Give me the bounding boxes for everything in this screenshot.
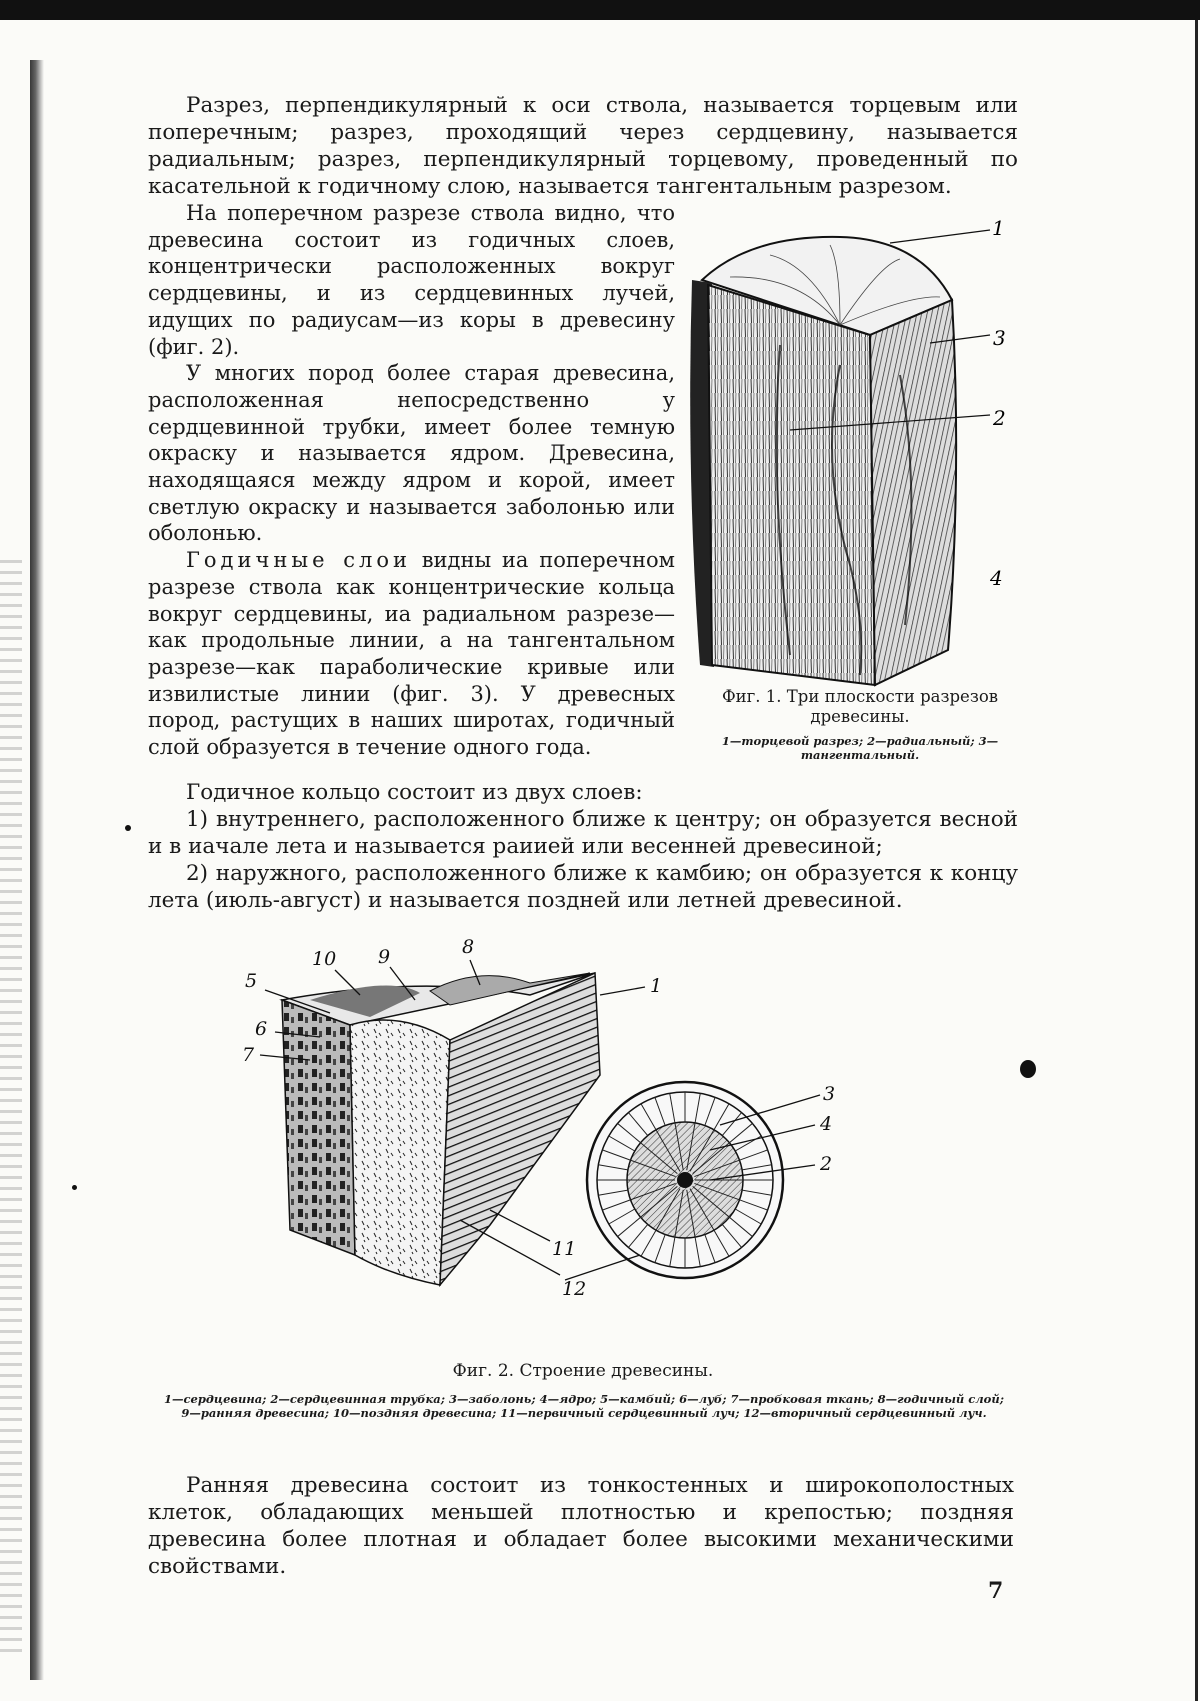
figure-2-legend: 1—сердцевина; 2—сердцевинная трубка; 3—заболонь; 4—ядро; 5—камбий; 6—луб; 7—пробковая ткань; 8—годичный слой; 9—ранняя древесина; 10—поздняя древесина; 11—первичный сердцевинный луч; 12—вторичный сердцевинный луч. bbox=[164, 1392, 1004, 1420]
column-paragraph-3 bbox=[148, 547, 675, 761]
cork-face bbox=[282, 1000, 355, 1255]
fig2-label-9: 9 bbox=[378, 946, 391, 968]
column-text bbox=[148, 200, 675, 761]
intro-paragraph bbox=[148, 92, 1018, 200]
fig2-label-3: 3 bbox=[823, 1083, 836, 1105]
paragraph-annual-ring: Годичное кольцо состоит из двух слоев: bbox=[186, 780, 643, 805]
final-text: Ранняя древесина состоит из тонкостенных и широкополостных клеток, обладающих меньшей плотностью и крепостью; поздняя древесина более плотная и обладает более высокими механическими свойствами. bbox=[148, 1473, 1014, 1579]
figure-1-legend: 1—торцевой разрез; 2—радиальный; 3—тангентальный. bbox=[721, 734, 999, 762]
final-paragraph bbox=[148, 1472, 1014, 1580]
fig2-label-7: 7 bbox=[242, 1044, 255, 1066]
scan-top-border bbox=[0, 0, 1200, 20]
radial-face bbox=[708, 285, 875, 685]
fig1-label-3: 3 bbox=[993, 326, 1006, 350]
fig2-label-5: 5 bbox=[245, 970, 258, 992]
fig2-label-2: 2 bbox=[820, 1153, 833, 1175]
paragraph-inner-layer: 1) внутреннего, расположенного ближе к центру; он образуется весной и в иачале лета и называется раиией или весенней древесиной; bbox=[148, 807, 1018, 859]
pith-dot bbox=[677, 1172, 693, 1188]
fig2-label-12: 12 bbox=[562, 1278, 587, 1300]
fig2-label-6: 6 bbox=[255, 1018, 268, 1040]
fig2-label-4: 4 bbox=[820, 1113, 833, 1135]
early-wood-face bbox=[350, 1020, 450, 1285]
term-annual-layers: Годичные слои bbox=[186, 548, 411, 573]
ink-speck bbox=[72, 1185, 77, 1190]
fig1-label-2: 2 bbox=[993, 406, 1006, 430]
fig1-label-1: 1 bbox=[992, 216, 1005, 240]
full-width-text bbox=[148, 779, 1018, 914]
fig2-label-11: 11 bbox=[552, 1238, 577, 1260]
paragraph-outer-layer: 2) наружного, расположенного ближе к камбию; он образуется к концу лета (июль-август) и называется поздней или летней древесиной. bbox=[148, 861, 1018, 913]
ink-spot bbox=[1020, 1060, 1036, 1078]
ink-speck bbox=[125, 825, 131, 831]
fig2-label-10: 10 bbox=[312, 948, 337, 970]
scan-left-edge bbox=[30, 60, 44, 1680]
fig2-label-8: 8 bbox=[462, 936, 475, 958]
column-paragraph-2: У многих пород более старая древесина, расположенная непосредственно у сердцевинной трубки, имеет более темную окраску и называется ядром. Древесина, находящаяся между ядром и корой, имеет светлую окраску и называется заболонью или оболонью. bbox=[148, 361, 675, 546]
figure-2-illustration bbox=[240, 936, 980, 1360]
fig1-label-4: 4 bbox=[990, 566, 1003, 590]
scan-right-border bbox=[1195, 20, 1198, 1701]
fig2-label-1: 1 bbox=[650, 975, 663, 997]
column-paragraph-1: На поперечном разрезе ствола видно, что древесина состоит из годичных слоев, концентрически расположенных вокруг сердцевины, и из сердцевинных лучей, идущих по радиусам—из коры в древесину (фиг. 2). bbox=[148, 201, 675, 359]
column-paragraph-3-rest: видны иа поперечном разрезе ствола как концентрические кольца вокруг сердцевины, иа радиальном разрезе—как продольные линии, а на тангентальном разрезе—как параболические кривые или извилистые линии (фиг. 3). У древесных пород, растущих в наших широтах, годичный слой образуется в течение одного года. bbox=[148, 548, 675, 760]
figure-1-caption: Фиг. 1. Три плоскости разрезов древесины. bbox=[721, 687, 999, 726]
tangential-face bbox=[870, 300, 956, 685]
page-number: 7 bbox=[988, 1578, 1004, 1604]
intro-text: Разрез, перпендикулярный к оси ствола, называется торцевым или поперечным; разрез, проходящий через сердцевину, называется радиальным; разрез, перпендикулярный торцевому, проведенный по касательной к годичному слою, называется тангентальным разрезом. bbox=[148, 93, 1018, 199]
figure-2-caption: Фиг. 2. Строение древесины. bbox=[452, 1361, 714, 1381]
figure-1-illustration bbox=[690, 216, 1020, 695]
scan-left-noise bbox=[0, 560, 22, 1660]
